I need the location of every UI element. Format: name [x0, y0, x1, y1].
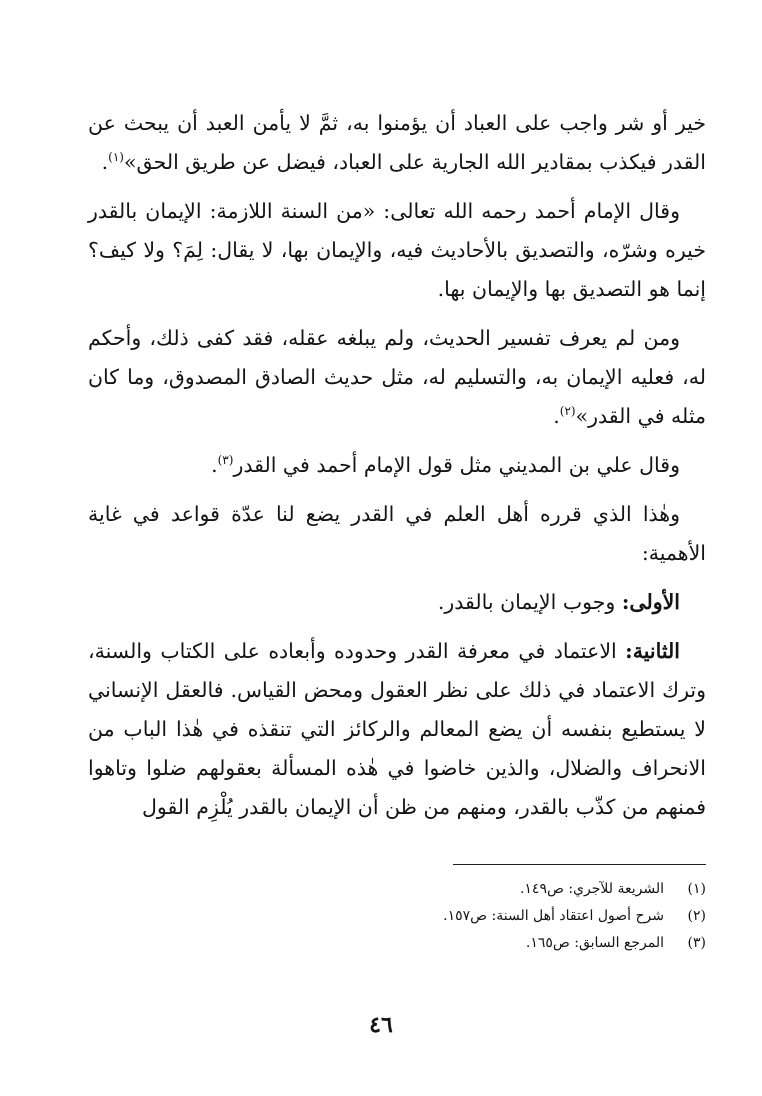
paragraph-1: خير أو شر واجب على العباد أن يؤمنوا به، ثمَّ لا يأمن العبد أن يبحث عن القدر فيكذب بمقادير الله الجارية على العباد، فيضل عن طريق الحق»$^{(١)}$. — [88, 111, 706, 174]
paragraph-3: ومن لم يعرف تفسير الحديث، ولم يبلغه عقله، فقد كفى ذلك، وأحكم له، فعليه الإيمان به، والتسليم له، مثل حديث الصادق المصدوق، وما كان مثله في القدر»$^{(٢)}$. — [88, 326, 706, 428]
rule-first: الأولى: وجوب الإيمان بالقدر. — [437, 590, 680, 614]
footnote-ref-1[interactable]: (١) — [108, 150, 124, 165]
rule-first-label: الأولى: — [621, 590, 680, 614]
footnote-3 — [100, 930, 706, 957]
page-number: ٤٦ — [369, 1012, 393, 1038]
footnote-number: (١) — [687, 881, 706, 897]
footnote-1 — [100, 876, 706, 903]
footnote-text: شرح أصول اعتقاد أهل السنة: ص١٥٧. — [443, 908, 664, 924]
footnote-text: الشريعة للآجري: ص١٤٩. — [519, 881, 664, 897]
footnote-2 — [100, 903, 706, 930]
footnote-ref-3[interactable]: (٣) — [217, 453, 234, 468]
footnote-number: (٢) — [687, 908, 706, 924]
paragraph-5: وهٰذا الذي قرره أهل العلم في القدر يضع لنا عدّة قواعد في غاية الأهمية: — [88, 502, 706, 565]
footnote-ref-2[interactable]: (٢) — [559, 404, 576, 419]
footnote-number: (٣) — [687, 935, 706, 951]
footnotes — [100, 876, 706, 957]
footnote-separator — [453, 864, 706, 865]
main-text — [88, 104, 706, 837]
rule-second: الثانية: الاعتماد في معرفة القدر وحدوده وأبعاده على الكتاب والسنة، وترك الاعتماد في ذلك على نظر العقول ومحض القياس. فالعقل الإنساني لا يستطيع بنفسه أن يضع المعالم والركائز التي تنقذه في هٰذا الباب من الانحراف والضلال، والذين خاضوا في هٰذه المسألة بعقولهم ضلوا وتاهوا فمنهم من كذّب بالقدر، ومنهم من ظن أن الإيمان بالقدر يُلْزِم القول — [88, 639, 706, 819]
paragraph-2: وقال الإمام أحمد رحمه الله تعالى: «من السنة اللازمة: الإيمان بالقدر خيره وشرّه، والتصديق بالأحاديث فيه، والإيمان بها، لا يقال: لِمَ؟ ولا كيف؟ إنما هو التصديق بها والإيمان بها. — [88, 199, 706, 301]
paragraph-4: وقال علي بن المديني مثل قول الإمام أحمد في القدر$^{(٣)}$. — [211, 453, 680, 477]
rule-second-label: الثانية: — [625, 639, 680, 663]
footnote-text: المرجع السابق: ص١٦٥. — [525, 935, 664, 951]
